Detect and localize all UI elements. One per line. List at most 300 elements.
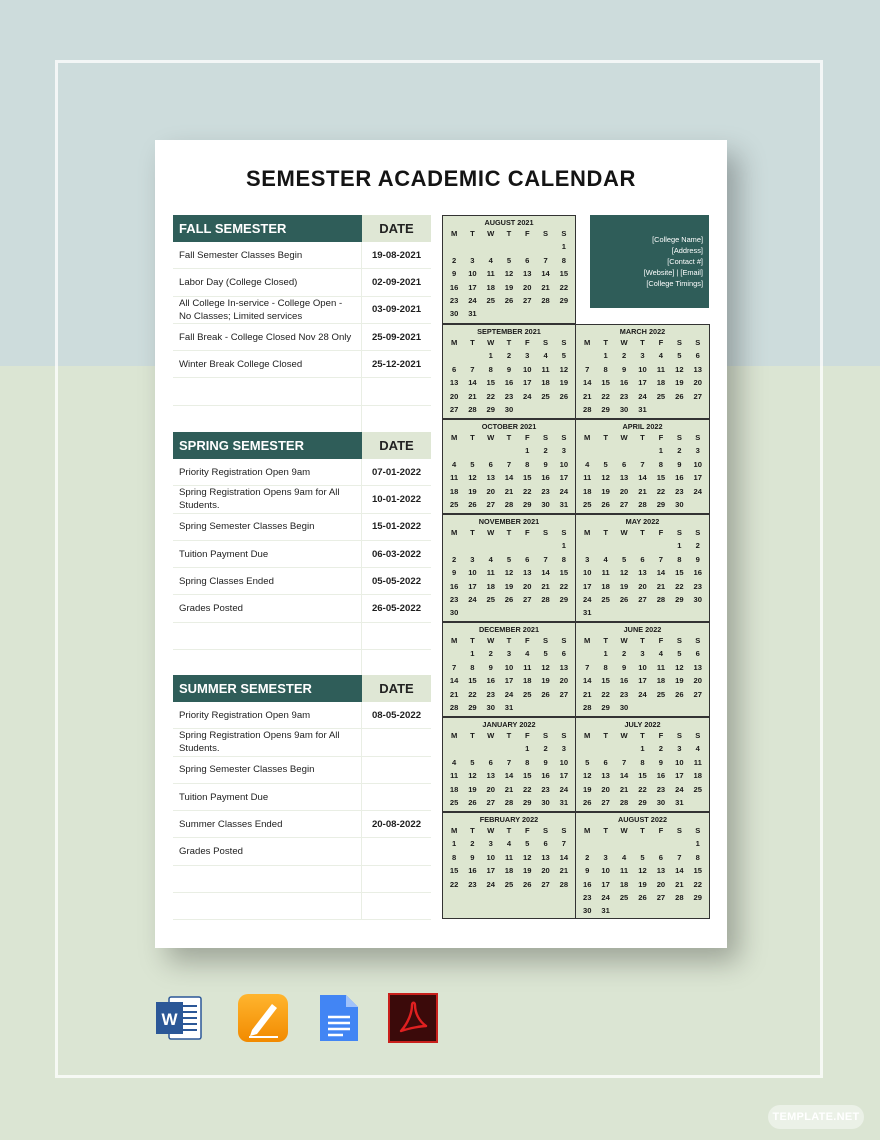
calendar-day: 25: [449, 797, 459, 807]
calendar-day: 11: [504, 852, 513, 862]
calendar-day: 31: [582, 608, 592, 618]
calendar-day: 13: [638, 568, 647, 578]
calendar-day: 16: [656, 771, 666, 781]
calendar-day: 16: [504, 378, 514, 388]
weekday-label: F: [524, 528, 530, 537]
calendar-day: 18: [541, 378, 550, 388]
date-cell: 20-08-2022: [371, 818, 422, 830]
calendar-day: 16: [468, 866, 477, 876]
weekday-label: T: [506, 636, 512, 645]
calendar-day: 21: [504, 784, 514, 794]
date-cell: 07-01-2022: [371, 466, 422, 478]
calendar-day: 2: [506, 351, 512, 361]
event-cell: Labor Day (College Closed): [173, 269, 362, 295]
calendar-day: 4: [543, 351, 548, 361]
calendar-day: 21: [468, 391, 477, 401]
calendar-day: 11: [486, 568, 495, 578]
empty-day: [596, 839, 614, 852]
empty-day: [633, 446, 651, 459]
calendar-day: 29: [523, 499, 532, 509]
calendar-day: 12: [638, 866, 647, 876]
month-title: AUGUST 2021: [484, 218, 534, 227]
calendar-day: 26: [638, 892, 647, 902]
calendar-day: 7: [621, 757, 627, 767]
calendar-day: 14: [582, 676, 592, 686]
calendar-day: 23: [541, 486, 550, 496]
calendar-day: 7: [640, 459, 645, 469]
calendar-day: 5: [470, 757, 475, 767]
calendar-day: 5: [506, 255, 512, 265]
calendar-day: 1: [695, 839, 700, 849]
event-cell: Priority Registration Open 9am: [173, 702, 362, 728]
calendar-day: 2: [585, 852, 590, 862]
calendar-day: 27: [523, 295, 532, 305]
calendar-day: 23: [486, 689, 495, 699]
calendar-day: 9: [585, 866, 590, 876]
event-cell: [173, 893, 362, 919]
calendar-day: 13: [541, 852, 550, 862]
calendar-day: 17: [559, 771, 569, 781]
calendar-day: 4: [621, 852, 627, 862]
calendar-day: 12: [675, 662, 684, 672]
calendar-day: 8: [525, 757, 530, 767]
weekday-label: S: [676, 433, 682, 442]
calendar-day: 17: [468, 282, 477, 292]
date-cell: [362, 623, 431, 649]
calendar-day: 1: [677, 541, 682, 551]
event-cell: Priority Registration Open 9am: [173, 459, 362, 485]
calendar-day: 19: [559, 378, 569, 388]
weekday-label: F: [524, 338, 530, 347]
calendar-day: 24: [638, 391, 647, 401]
calendar-day: 21: [638, 486, 647, 496]
calendar-day: 15: [559, 568, 569, 578]
calendar-day: 9: [543, 757, 548, 767]
weekday-label: W: [487, 528, 495, 537]
calendar-day: 29: [693, 892, 702, 902]
calendar-day: 9: [621, 364, 627, 374]
weekday-label: W: [487, 338, 495, 347]
weekday-label: M: [584, 433, 591, 442]
table-row: [173, 486, 431, 513]
calendar-day: 8: [452, 852, 457, 862]
calendar-day: 23: [541, 784, 550, 794]
calendar-day: 19: [675, 676, 684, 686]
calendar-month: [442, 324, 576, 419]
calendar-day: 5: [677, 351, 682, 361]
word-icon[interactable]: [155, 993, 205, 1043]
empty-day: [445, 446, 463, 459]
empty-day: [615, 541, 633, 554]
calendar-day: 15: [559, 269, 569, 279]
calendar-day: 31: [559, 499, 569, 509]
calendar-day: 4: [452, 757, 457, 767]
calendar-day: 24: [582, 594, 592, 604]
calendar-day: 4: [585, 459, 590, 469]
empty-day: [482, 744, 500, 757]
weekday-label: T: [640, 636, 645, 645]
calendar-day: 5: [525, 839, 530, 849]
calendar-day: 18: [449, 486, 459, 496]
calendar-day: 3: [695, 446, 700, 456]
calendar-day: 13: [656, 866, 666, 876]
month-title: FEBRUARY 2022: [479, 815, 539, 824]
calendar-day: 26: [675, 391, 684, 401]
empty-day: [463, 744, 481, 757]
calendar-day: 27: [601, 797, 610, 807]
date-cell: 08-05-2022: [371, 709, 422, 721]
date-cell: 19-08-2021: [371, 249, 422, 261]
calendar-day: 21: [656, 581, 666, 591]
weekday-label: T: [470, 338, 475, 347]
event-cell: Winter Break College Closed: [173, 351, 362, 377]
calendar-day: 28: [656, 594, 666, 604]
calendar-day: 11: [450, 771, 459, 781]
calendar-day: 25: [656, 689, 666, 699]
weekday-label: F: [658, 636, 664, 645]
weekday-label: W: [620, 826, 628, 835]
empty-day: [596, 446, 614, 459]
weekday-label: W: [487, 731, 495, 740]
calendar-day: 7: [658, 554, 664, 564]
date-cell: [362, 729, 431, 755]
calendar-day: 2: [488, 649, 493, 659]
event-cell: Fall Semester Classes Begin: [173, 242, 362, 268]
month-title: JUNE 2022: [623, 625, 662, 634]
calendar-day: 7: [677, 852, 682, 862]
calendar-day: 15: [693, 866, 702, 876]
weekday-label: S: [695, 731, 701, 740]
calendar-day: 15: [468, 676, 477, 686]
weekday-label: S: [561, 528, 567, 537]
weekday-label: T: [603, 338, 608, 347]
calendar-day: 23: [656, 784, 666, 794]
calendar-day: 9: [470, 852, 475, 862]
weekday-label: S: [561, 826, 567, 835]
calendar-day: 30: [675, 499, 684, 509]
calendar-day: 24: [559, 486, 569, 496]
calendar-day: 8: [470, 662, 475, 672]
weekday-label: T: [506, 229, 512, 238]
calendar-day: 14: [582, 378, 592, 388]
calendar-day: 6: [640, 554, 645, 564]
calendar-day: 15: [523, 771, 532, 781]
calendar-day: 11: [523, 662, 532, 672]
weekday-label: F: [658, 731, 664, 740]
calendar-day: 22: [449, 879, 459, 889]
calendar-day: 20: [638, 581, 647, 591]
table-row: [173, 324, 431, 351]
calendar-day: 14: [656, 568, 666, 578]
empty-day: [500, 541, 518, 554]
calendar-day: 17: [693, 473, 702, 483]
calendar-day: 9: [506, 364, 512, 374]
calendar-day: 16: [693, 568, 702, 578]
calendar-month: [575, 812, 710, 919]
calendar-day: 1: [470, 649, 475, 659]
table-row: [173, 811, 431, 838]
table-row: [173, 242, 431, 269]
calendar-day: 27: [638, 594, 647, 604]
table-row: [173, 729, 431, 756]
calendar-day: 4: [488, 554, 493, 564]
month-title: MARCH 2022: [619, 327, 666, 336]
calendar-day: 30: [504, 404, 514, 414]
calendar-day: 10: [468, 568, 477, 578]
weekday-label: T: [470, 433, 475, 442]
weekday-label: T: [640, 433, 645, 442]
calendar-day: 28: [675, 892, 684, 902]
weekday-label: S: [543, 433, 549, 442]
calendar-day: 8: [658, 459, 664, 469]
empty-day: [578, 541, 596, 554]
calendar-day: 28: [559, 879, 569, 889]
calendar-day: 11: [583, 473, 592, 483]
calendar-day: 8: [677, 554, 682, 564]
weekday-label: F: [658, 433, 664, 442]
date-cell: 05-05-2022: [371, 575, 422, 587]
date-cell: [362, 866, 431, 892]
calendar-day: 11: [620, 866, 629, 876]
calendar-day: 25: [449, 499, 459, 509]
monthly-calendar: [442, 215, 710, 919]
college-contact: [Contact #]: [667, 257, 703, 266]
calendar-day: 6: [621, 459, 627, 469]
calendar-day: 6: [603, 757, 608, 767]
table-row: [173, 297, 431, 324]
weekday-label: T: [603, 636, 608, 645]
weekday-label: S: [543, 229, 549, 238]
calendar-day: 23: [619, 391, 629, 401]
calendar-day: 29: [638, 797, 647, 807]
calendar-day: 17: [638, 676, 647, 686]
calendar-day: 27: [486, 499, 495, 509]
calendar-day: 19: [582, 784, 592, 794]
calendar-day: 22: [523, 486, 532, 496]
calendar-day: 28: [541, 295, 550, 305]
google-docs-icon[interactable]: [315, 993, 365, 1043]
calendar-day: 3: [506, 649, 512, 659]
weekday-label: S: [676, 528, 682, 537]
calendar-day: 18: [656, 378, 666, 388]
calendar-day: 17: [504, 676, 514, 686]
pages-icon[interactable]: [238, 993, 288, 1043]
calendar-day: 16: [486, 676, 495, 686]
table-row: [173, 541, 431, 568]
calendar-day: 16: [541, 771, 550, 781]
weekday-label: S: [543, 731, 549, 740]
calendar-month: [575, 514, 710, 622]
calendar-day: 23: [468, 879, 477, 889]
empty-day: [633, 541, 651, 554]
calendar-day: 7: [543, 554, 548, 564]
spring-semester-table: [173, 432, 431, 677]
calendar-day: 23: [504, 391, 514, 401]
weekday-label: T: [470, 229, 475, 238]
calendar-day: 25: [601, 594, 610, 604]
calendar-day: 11: [486, 269, 495, 279]
calendar-day: 12: [504, 269, 514, 279]
calendar-day: 2: [470, 839, 475, 849]
weekday-label: M: [450, 338, 458, 347]
table-row: [173, 514, 431, 541]
calendar-day: 8: [561, 255, 566, 265]
calendar-day: 15: [523, 473, 532, 483]
calendar-day: 26: [675, 689, 684, 699]
calendar-day: 31: [504, 702, 514, 712]
empty-day: [633, 839, 651, 852]
calendar-day: 13: [449, 378, 459, 388]
empty-day: [615, 446, 633, 459]
calendar-day: 15: [449, 866, 459, 876]
calendar-day: 6: [695, 351, 700, 361]
fall-semester-table: [173, 215, 431, 433]
calendar-day: 22: [693, 879, 702, 889]
calendar-day: 9: [452, 269, 457, 279]
event-cell: [173, 406, 362, 432]
calendar-month: [442, 622, 576, 717]
calendar-day: 1: [603, 351, 608, 361]
calendar-day: 9: [543, 459, 548, 469]
pdf-icon[interactable]: [388, 993, 438, 1043]
calendar-day: 3: [585, 554, 590, 564]
calendar-day: 26: [504, 594, 514, 604]
calendar-day: 13: [486, 473, 495, 483]
calendar-day: 25: [486, 594, 495, 604]
calendar-day: 20: [693, 676, 702, 686]
event-cell: All College In-service - College Open - No Classes; Limited services: [173, 297, 362, 323]
weekday-label: W: [487, 636, 495, 645]
calendar-day: 14: [541, 269, 550, 279]
calendar-day: 7: [585, 364, 590, 374]
table-row: [173, 406, 431, 433]
calendar-day: 24: [693, 486, 702, 496]
weekday-label: S: [676, 826, 682, 835]
calendar-day: 10: [638, 364, 647, 374]
calendar-day: 10: [468, 269, 477, 279]
calendar-day: 15: [601, 676, 610, 686]
calendar-day: 29: [559, 594, 569, 604]
table-row: [173, 838, 431, 865]
weekday-label: S: [676, 731, 682, 740]
calendar-day: 18: [449, 784, 459, 794]
calendar-day: 11: [693, 757, 702, 767]
calendar-day: 20: [523, 581, 532, 591]
weekday-label: S: [543, 636, 549, 645]
calendar-day: 12: [675, 364, 684, 374]
calendar-day: 17: [675, 771, 684, 781]
weekday-label: M: [450, 826, 458, 835]
calendar-day: 1: [658, 446, 664, 456]
calendar-day: 13: [559, 662, 569, 672]
calendar-day: 5: [470, 459, 475, 469]
calendar-day: 10: [559, 757, 569, 767]
empty-day: [445, 649, 463, 662]
summer-semester-table: [173, 675, 431, 920]
event-cell: Grades Posted: [173, 595, 362, 621]
weekday-label: F: [524, 433, 530, 442]
event-cell: [173, 378, 362, 404]
calendar-day: 31: [675, 797, 684, 807]
calendar-day: 30: [656, 797, 666, 807]
brand-watermark[interactable]: TEMPLATE.NET: [768, 1105, 864, 1129]
calendar-day: 1: [525, 446, 530, 456]
empty-day: [482, 541, 500, 554]
calendar-day: 9: [452, 568, 457, 578]
calendar-day: 17: [559, 473, 569, 483]
calendar-day: 28: [638, 499, 647, 509]
calendar-day: 4: [658, 649, 664, 659]
weekday-label: T: [640, 731, 645, 740]
date-cell: [362, 838, 431, 864]
weekday-label: M: [450, 636, 458, 645]
calendar-day: 7: [470, 364, 475, 374]
calendar-day: 31: [601, 906, 610, 916]
calendar-day: 2: [452, 554, 457, 564]
calendar-day: 5: [585, 757, 590, 767]
event-cell: [173, 623, 362, 649]
date-cell: 15-01-2022: [371, 521, 422, 533]
calendar-day: 5: [677, 649, 682, 659]
calendar-day: 22: [601, 689, 610, 699]
calendar-day: 13: [523, 269, 532, 279]
calendar-day: 24: [675, 784, 684, 794]
calendar-day: 6: [695, 649, 700, 659]
empty-day: [578, 446, 596, 459]
calendar-day: 7: [561, 839, 566, 849]
calendar-day: 2: [658, 744, 664, 754]
calendar-month: [575, 324, 710, 419]
calendar-day: 17: [486, 866, 495, 876]
calendar-day: 10: [601, 866, 610, 876]
empty-day: [463, 446, 481, 459]
calendar-day: 29: [656, 499, 666, 509]
weekday-label: W: [487, 229, 495, 238]
calendar-day: 18: [504, 866, 514, 876]
date-column-header: DATE: [362, 432, 431, 459]
calendar-day: 8: [561, 554, 566, 564]
calendar-day: 29: [559, 295, 569, 305]
date-cell: 02-09-2021: [371, 276, 422, 288]
calendar-day: 20: [601, 784, 610, 794]
date-column-header: DATE: [362, 215, 431, 242]
calendar-day: 8: [640, 757, 645, 767]
weekday-label: S: [561, 433, 567, 442]
table-row: [173, 650, 431, 677]
month-title: MAY 2022: [625, 517, 660, 526]
calendar-day: 1: [561, 541, 566, 551]
calendar-day: 25: [486, 295, 495, 305]
empty-day: [615, 839, 633, 852]
calendar-day: 20: [541, 866, 550, 876]
calendar-day: 23: [675, 486, 684, 496]
calendar-day: 17: [523, 378, 532, 388]
calendar-day: 13: [693, 364, 702, 374]
empty-day: [615, 744, 633, 757]
calendar-day: 12: [582, 771, 592, 781]
calendar-day: 21: [449, 689, 459, 699]
month-title: DECEMBER 2021: [478, 625, 540, 634]
calendar-day: 14: [559, 852, 569, 862]
weekday-label: T: [603, 731, 608, 740]
calendar-day: 4: [603, 554, 608, 564]
weekday-label: S: [676, 338, 682, 347]
calendar-day: 4: [452, 459, 457, 469]
calendar-day: 15: [638, 771, 647, 781]
calendar-day: 5: [506, 554, 512, 564]
calendar-day: 6: [543, 839, 548, 849]
weekday-label: T: [506, 338, 512, 347]
